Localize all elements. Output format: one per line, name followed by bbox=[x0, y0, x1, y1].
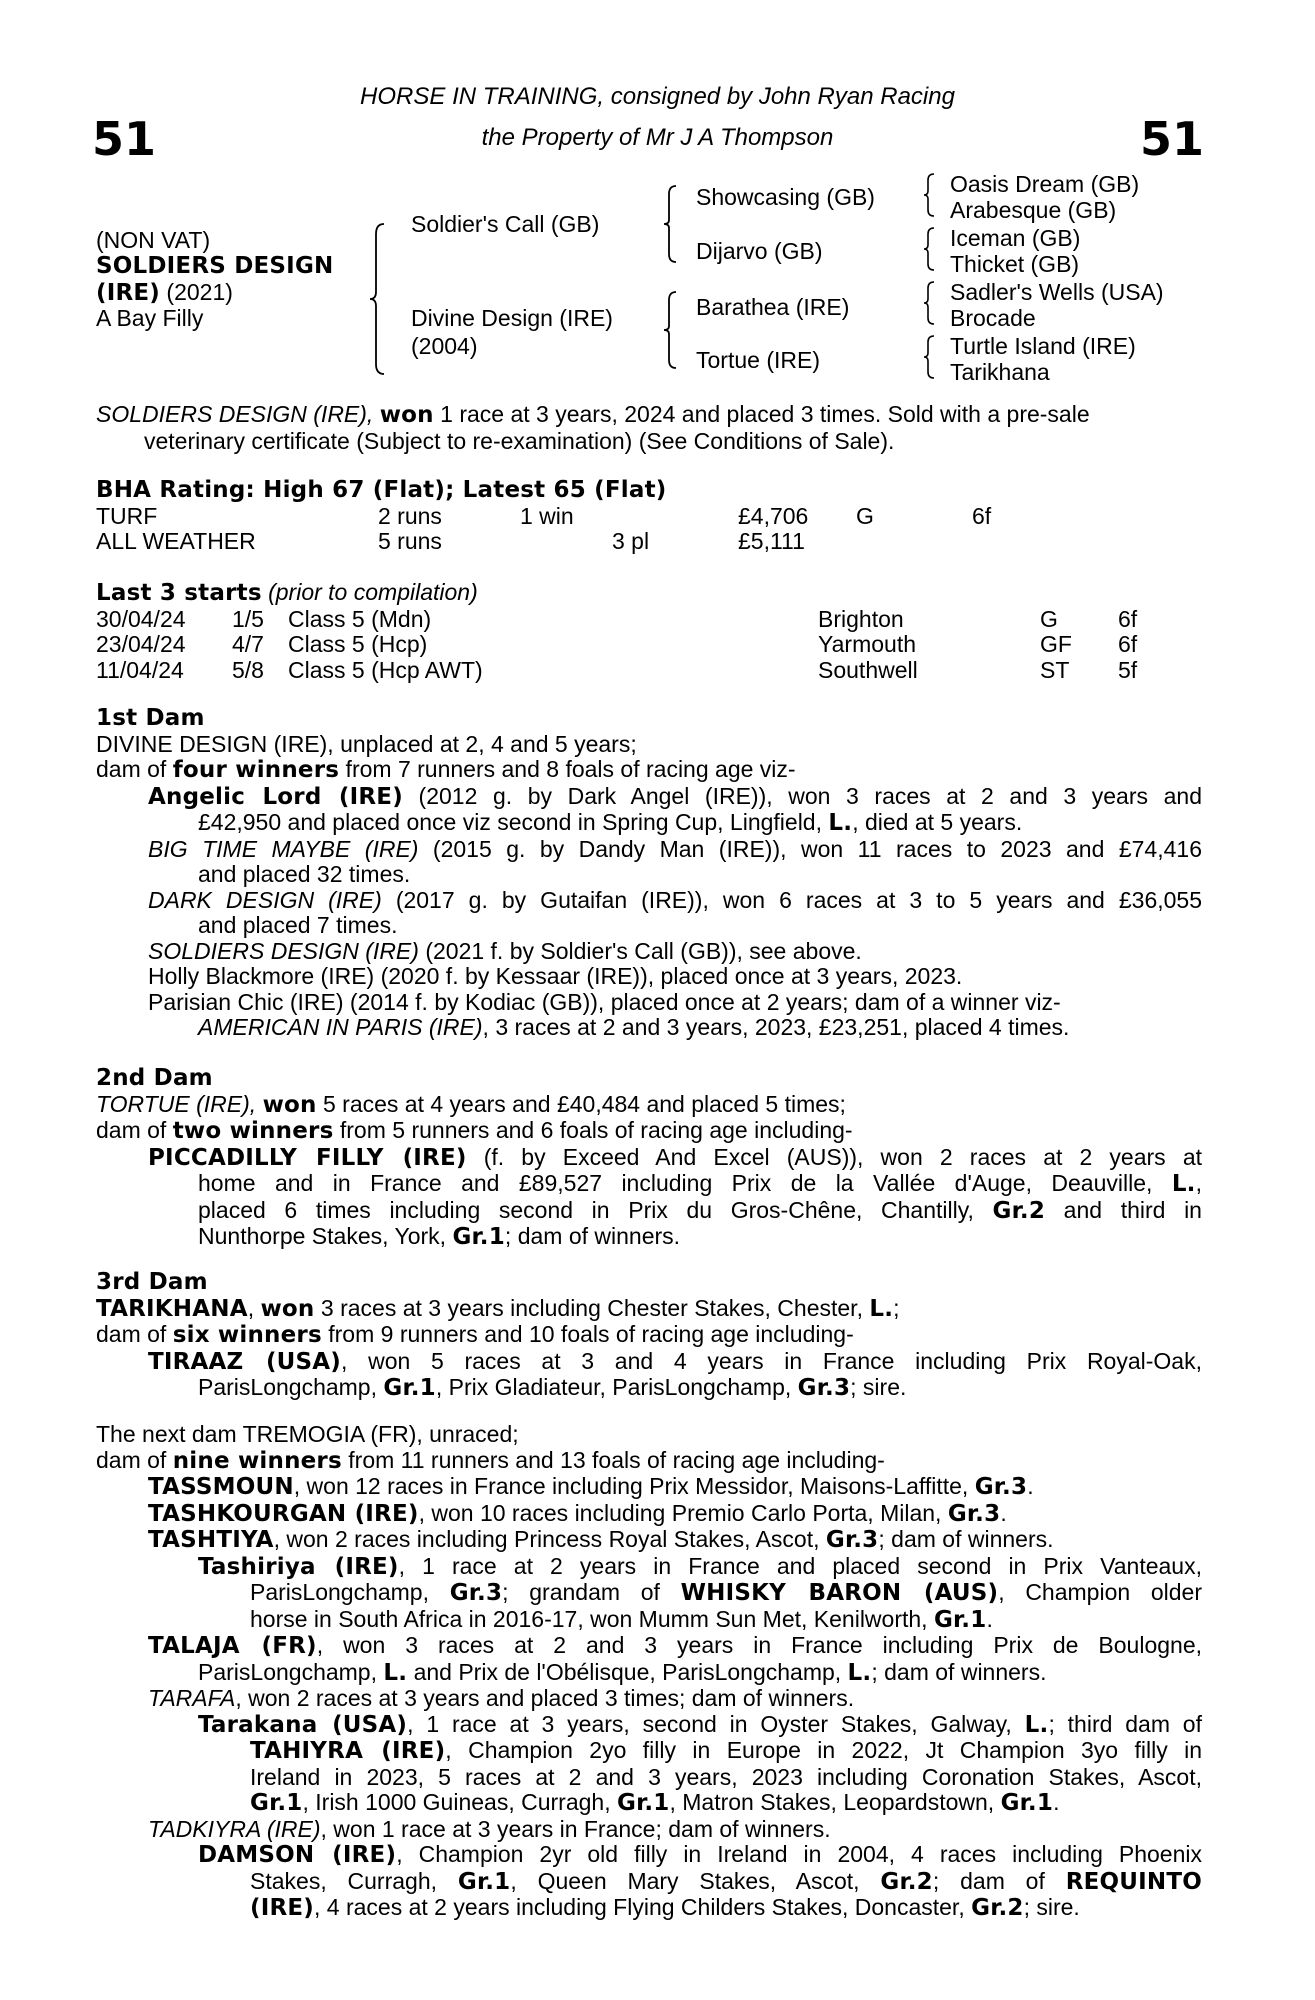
horse-country: (IRE) bbox=[96, 280, 161, 306]
text: , won 10 races including Premio Carlo Porta, Milan, bbox=[418, 1499, 948, 1526]
pedigree-brace-main bbox=[368, 222, 386, 376]
race-grade: Gr.1 bbox=[457, 1868, 511, 1895]
text: , 3 races at 2 and 3 years, 2023, £23,251, placed 4 times. bbox=[482, 1014, 1070, 1040]
header-consignor: HORSE IN TRAINING, consigned by John Ryan Racing bbox=[360, 83, 955, 110]
last3-note: (prior to compilation) bbox=[261, 579, 478, 605]
produce-name: AMERICAN IN PARIS (IRE) bbox=[198, 1014, 483, 1040]
bha-rating-title: BHA Rating: High 67 (Flat); Latest 65 (Flat) bbox=[96, 477, 667, 503]
race-grade: Gr.2 bbox=[880, 1868, 933, 1895]
race-grade: L. bbox=[1171, 1171, 1196, 1197]
winners-count: four winners bbox=[172, 757, 340, 783]
start-distance: 6f bbox=[1118, 605, 1138, 632]
text: , Queen Mary Stakes, Ascot, bbox=[510, 1867, 881, 1894]
summary-won: won bbox=[379, 402, 434, 428]
produce-name: Angelic Lord (IRE) bbox=[148, 783, 403, 810]
pedigree-sss: Oasis Dream (GB) bbox=[950, 171, 1140, 197]
text: , 1 race at 2 years in France and placed second in Prix Vanteaux, bbox=[398, 1552, 1202, 1579]
start-date: 11/04/24 bbox=[96, 656, 184, 683]
text: (2012 g. by Dark Angel (IRE)), won 3 races at 2 and 3 years and bbox=[402, 782, 1202, 809]
produce-entry bbox=[96, 888, 1202, 914]
pedigree-sire: Soldier's Call (GB) bbox=[411, 211, 600, 237]
pedigree-brace-ds bbox=[922, 280, 936, 326]
rating-row-aw bbox=[96, 529, 1202, 555]
start-distance: 5f bbox=[1118, 656, 1138, 683]
start-position: 1/5 bbox=[232, 605, 264, 632]
horse-year: (2021) bbox=[160, 279, 233, 305]
winners-count: six winners bbox=[172, 1322, 322, 1348]
text: from 5 runners and 6 foals of racing age including- bbox=[333, 1117, 853, 1143]
produce-entry bbox=[96, 1554, 1202, 1581]
text: dam of bbox=[96, 1117, 173, 1143]
text: Nunthorpe Stakes, York, bbox=[198, 1223, 453, 1249]
start-date: 23/04/24 bbox=[96, 631, 186, 657]
race-grade: L. bbox=[847, 1659, 872, 1686]
vat-status: (NON VAT) bbox=[96, 227, 211, 253]
produce-entry: Holly Blackmore (IRE) (2020 f. by Kessaar (IRE)), placed once at 3 years, 2023. bbox=[148, 963, 963, 989]
text: placed 6 times including second in Prix du Gros-Chêne, Chantilly, bbox=[198, 1196, 993, 1223]
start-going: ST bbox=[1040, 656, 1070, 683]
text: dam of bbox=[96, 1321, 173, 1347]
rating-row-turf bbox=[96, 504, 1202, 530]
summary-rest: 1 race at 3 years, 2024 and placed 3 times. Sold with a pre-sale bbox=[433, 401, 1090, 427]
text: , won 1 race at 3 years in France; dam of winners. bbox=[320, 1815, 831, 1842]
horse-name: SOLDIERS DESIGN bbox=[96, 253, 334, 279]
produce-entry bbox=[96, 1527, 1202, 1554]
rating-prize: £5,111 bbox=[738, 528, 805, 554]
start-position: 4/7 bbox=[232, 631, 264, 657]
fourth-dam-record: The next dam TREMOGIA (FR), unraced; bbox=[96, 1421, 519, 1447]
text: ; dam of winners. bbox=[878, 1526, 1054, 1552]
race-grade: Gr.3 bbox=[449, 1580, 503, 1606]
pedigree-dds: Turtle Island (IRE) bbox=[950, 333, 1136, 359]
dam-name: TORTUE (IRE), bbox=[96, 1090, 257, 1117]
rating-distance: 6f bbox=[972, 502, 992, 529]
produce-name: TIRAAZ (USA) bbox=[148, 1348, 342, 1375]
summary-name: SOLDIERS DESIGN (IRE), bbox=[96, 401, 374, 427]
pedigree-sds: Iceman (GB) bbox=[950, 225, 1081, 251]
produce-name: DAMSON (IRE) bbox=[198, 1842, 397, 1868]
text: . bbox=[1053, 1789, 1060, 1815]
text: horse in South Africa in 2016-17, won Mumm Sun Met, Kenilworth, bbox=[250, 1605, 934, 1632]
pedigree-dam-sire: Barathea (IRE) bbox=[696, 294, 850, 320]
pedigree-dam-year: (2004) bbox=[411, 333, 478, 359]
last3-row bbox=[96, 632, 1202, 658]
produce-entry bbox=[96, 1633, 1202, 1660]
summary-line2: veterinary certificate (Subject to re-examination) (See Conditions of Sale). bbox=[144, 427, 895, 454]
pedigree-ssd: Arabesque (GB) bbox=[950, 197, 1117, 223]
start-class: Class 5 (Hcp) bbox=[288, 631, 428, 657]
pedigree-sire-dam: Dijarvo (GB) bbox=[696, 238, 823, 264]
race-grade: Gr.3 bbox=[797, 1375, 851, 1401]
produce-entry bbox=[96, 1817, 1202, 1843]
won: won bbox=[260, 1295, 315, 1322]
produce-entry bbox=[96, 837, 1202, 863]
text: and placed 7 times. bbox=[198, 912, 398, 938]
text: ; grandam of bbox=[502, 1579, 681, 1605]
race-grade: Gr.2 bbox=[992, 1197, 1046, 1224]
produce-name: TASHTIYA bbox=[148, 1527, 274, 1553]
first-dam-title: 1st Dam bbox=[96, 705, 205, 731]
text: ; bbox=[893, 1294, 900, 1321]
text: , won 12 races in France including Prix Messidor, Maisons-Laffitte, bbox=[293, 1473, 975, 1499]
dam-name: TARIKHANA bbox=[96, 1295, 248, 1322]
produce-entry bbox=[96, 939, 1202, 965]
text: ; dam of winners. bbox=[504, 1223, 681, 1249]
text: £42,950 and placed once viz second in Spring Cup, Lingfield, bbox=[198, 809, 829, 835]
race-grade: Gr.1 bbox=[933, 1606, 987, 1633]
race-grade: Gr.1 bbox=[1000, 1790, 1054, 1816]
start-course: Southwell bbox=[818, 656, 918, 683]
rating-runs: 5 runs bbox=[378, 528, 442, 554]
text: , bbox=[247, 1294, 261, 1321]
last3-row bbox=[96, 607, 1202, 633]
text: , won 2 races including Princess Royal Stakes, Ascot, bbox=[273, 1526, 826, 1552]
text: from 9 runners and 10 foals of racing age including- bbox=[321, 1321, 854, 1347]
text: , won 2 races at 3 years and placed 3 times; dam of winners. bbox=[235, 1685, 855, 1711]
start-distance: 6f bbox=[1118, 631, 1138, 657]
text: . bbox=[1027, 1473, 1034, 1499]
text: , 1 race at 3 years, second in Oyster Stakes, Galway, bbox=[407, 1710, 1025, 1737]
rating-going: G bbox=[856, 502, 874, 529]
text: ParisLongchamp, bbox=[198, 1658, 384, 1685]
text: from 11 runners and 13 foals of racing age including- bbox=[341, 1446, 885, 1473]
summary bbox=[96, 402, 1202, 454]
pedigree-brace-dam bbox=[662, 290, 678, 370]
third-dam bbox=[96, 1270, 1202, 1402]
text: , Champion older bbox=[998, 1579, 1202, 1605]
pedigree-dam: Divine Design (IRE) bbox=[411, 305, 613, 331]
produce-entry bbox=[96, 1686, 1202, 1712]
text: Stakes, Curragh, bbox=[250, 1867, 458, 1894]
produce-name: TAHIYRA (IRE) bbox=[250, 1738, 446, 1764]
text: ParisLongchamp, bbox=[198, 1374, 384, 1400]
text: , died at 5 years. bbox=[852, 809, 1023, 835]
pedigree-ddd: Tarikhana bbox=[950, 359, 1050, 385]
produce-entry bbox=[96, 1349, 1202, 1376]
text: , won 5 races at 3 and 4 years in France including Prix Royal-Oak, bbox=[341, 1347, 1202, 1374]
produce-name: REQUINTO bbox=[1065, 1868, 1203, 1895]
text: 5 races at 4 years and £40,484 and placed 5 times; bbox=[316, 1090, 846, 1117]
produce-name: TASSMOUN bbox=[148, 1474, 294, 1500]
produce-name: Tarakana (USA) bbox=[198, 1711, 408, 1738]
second-dam bbox=[96, 1066, 1202, 1251]
third-dam-title: 3rd Dam bbox=[96, 1269, 208, 1295]
pedigree-brace-sd bbox=[922, 226, 936, 272]
produce-entry: Parisian Chic (IRE) (2014 f. by Kodiac (GB)), placed once at 2 years; dam of a winner viz- bbox=[148, 988, 1061, 1015]
produce-name: (IRE) bbox=[250, 1895, 315, 1921]
start-course: Brighton bbox=[818, 605, 904, 632]
race-grade: Gr.3 bbox=[974, 1474, 1028, 1500]
text: dam of bbox=[96, 756, 173, 782]
text: ; sire. bbox=[850, 1374, 907, 1400]
pedigree-dss: Sadler's Wells (USA) bbox=[950, 279, 1164, 305]
last3-title: Last 3 starts bbox=[96, 580, 262, 606]
produce-entry bbox=[96, 1712, 1202, 1739]
header-property: the Property of Mr J A Thompson bbox=[481, 124, 834, 151]
text: , Matron Stakes, Leopardstown, bbox=[669, 1789, 1001, 1815]
pedigree-dam-dam: Tortue (IRE) bbox=[696, 347, 820, 373]
produce-name: PICCADILLY FILLY (IRE) bbox=[148, 1144, 467, 1171]
race-grade: Gr.3 bbox=[825, 1527, 879, 1553]
text: dam of bbox=[96, 1446, 173, 1473]
text: 3 races at 3 years including Chester Stakes, Chester, bbox=[314, 1294, 870, 1321]
text: , 4 races at 2 years including Flying Childers Stakes, Doncaster, bbox=[314, 1894, 972, 1920]
text: home and in France and £89,527 including Prix de la Vallée d'Auge, Deauville, bbox=[198, 1170, 1172, 1196]
produce-name: TARAFA bbox=[148, 1685, 236, 1711]
text: (2017 g. by Gutaifan (IRE)), won 6 races at 3 to 5 years and £36,055 bbox=[381, 886, 1203, 913]
produce-name: BIG TIME MAYBE (IRE) bbox=[148, 835, 419, 862]
start-class: Class 5 (Hcp AWT) bbox=[288, 656, 483, 683]
winners-count: two winners bbox=[172, 1118, 334, 1144]
first-dam bbox=[96, 706, 1202, 1041]
horse-description: A Bay Filly bbox=[96, 305, 204, 331]
produce-name: TADKIYRA (IRE) bbox=[148, 1815, 321, 1842]
start-going: GF bbox=[1040, 631, 1072, 657]
pedigree-sire-sire: Showcasing (GB) bbox=[696, 184, 875, 210]
race-grade: Gr.1 bbox=[383, 1375, 436, 1401]
pedigree-sdd: Thicket (GB) bbox=[950, 251, 1080, 277]
race-grade: L. bbox=[869, 1295, 894, 1322]
text: , Champion 2yr old filly in Ireland in 2004, 4 races including Phoenix bbox=[396, 1841, 1202, 1867]
produce-entry bbox=[96, 784, 1202, 811]
text: Ireland in 2023, 5 races at 2 and 3 years, 2023 including Coronation Stakes, Ascot, bbox=[250, 1763, 1202, 1790]
rating-prize: £4,706 bbox=[738, 502, 809, 529]
last-3-starts bbox=[96, 580, 1202, 683]
text: from 7 runners and 8 foals of racing age viz- bbox=[339, 756, 796, 782]
text: and placed 32 times. bbox=[198, 861, 411, 887]
rating-placed: 3 pl bbox=[612, 528, 650, 554]
last3-row bbox=[96, 658, 1202, 684]
text: , Champion 2yo filly in Europe in 2022, Jt Champion 3yo filly in bbox=[445, 1737, 1202, 1763]
text: ; dam of winners. bbox=[871, 1658, 1047, 1685]
pedigree-brace-ss bbox=[922, 172, 936, 218]
lot-number-left: 51 bbox=[92, 112, 157, 166]
text: and third in bbox=[1045, 1196, 1202, 1223]
bha-rating bbox=[96, 478, 1202, 555]
start-course: Yarmouth bbox=[818, 631, 917, 657]
start-class: Class 5 (Mdn) bbox=[288, 605, 432, 632]
text: and Prix de l'Obélisque, ParisLongchamp, bbox=[407, 1658, 848, 1685]
text: , bbox=[1195, 1170, 1202, 1196]
text: . bbox=[1000, 1499, 1007, 1526]
race-grade: L. bbox=[1024, 1711, 1049, 1738]
race-grade: Gr.1 bbox=[250, 1790, 303, 1816]
start-going: G bbox=[1040, 605, 1058, 632]
produce-name: SOLDIERS DESIGN (IRE) bbox=[148, 937, 419, 964]
start-date: 30/04/24 bbox=[96, 605, 186, 632]
won: won bbox=[262, 1091, 317, 1118]
text: (f. by Exceed And Excel (AUS)), won 2 races at 2 years at bbox=[466, 1143, 1202, 1170]
race-grade: Gr.3 bbox=[947, 1500, 1001, 1527]
text: ParisLongchamp, bbox=[250, 1579, 450, 1605]
text: (2021 f. by Soldier's Call (GB)), see above. bbox=[418, 937, 862, 964]
text: ; third dam of bbox=[1048, 1710, 1202, 1737]
produce-entry bbox=[96, 1145, 1202, 1172]
produce-entry bbox=[96, 1474, 1202, 1501]
winners-count: nine winners bbox=[172, 1447, 342, 1474]
produce-name: DARK DESIGN (IRE) bbox=[148, 886, 382, 913]
horse-origin-year bbox=[96, 280, 233, 307]
fourth-dam bbox=[96, 1422, 1202, 1922]
first-dam-record: DIVINE DESIGN (IRE), unplaced at 2, 4 and 5 years; bbox=[96, 730, 637, 757]
produce-name: WHISKY BARON (AUS) bbox=[680, 1580, 999, 1606]
produce-entry bbox=[96, 1501, 1202, 1528]
pedigree-dsd: Brocade bbox=[950, 305, 1036, 331]
pedigree-brace-sire bbox=[662, 184, 678, 264]
produce-name: TASHKOURGAN (IRE) bbox=[148, 1500, 419, 1527]
rating-surface: TURF bbox=[96, 502, 158, 529]
race-grade: L. bbox=[828, 810, 853, 836]
race-grade: Gr.1 bbox=[452, 1224, 505, 1250]
rating-wins: 1 win bbox=[520, 502, 574, 529]
lot-number-right: 51 bbox=[1140, 112, 1205, 166]
race-grade: Gr.1 bbox=[616, 1790, 670, 1816]
text: , Prix Gladiateur, ParisLongchamp, bbox=[435, 1374, 798, 1400]
pedigree-brace-dd bbox=[922, 334, 936, 380]
text: . bbox=[986, 1605, 993, 1632]
rating-surface: ALL WEATHER bbox=[96, 528, 256, 554]
text: , Irish 1000 Guineas, Curragh, bbox=[302, 1789, 617, 1815]
rating-runs: 2 runs bbox=[378, 502, 442, 529]
produce-name: TALAJA (FR) bbox=[148, 1633, 317, 1659]
produce-name: Tashiriya (IRE) bbox=[198, 1553, 399, 1580]
produce-entry bbox=[96, 1842, 1202, 1869]
race-grade: L. bbox=[383, 1659, 408, 1686]
race-grade: Gr.2 bbox=[971, 1895, 1024, 1921]
second-dam-title: 2nd Dam bbox=[96, 1065, 213, 1091]
text: ; sire. bbox=[1023, 1894, 1080, 1920]
text: ; dam of bbox=[932, 1867, 1066, 1894]
text: , won 3 races at 2 and 3 years in France including Prix de Boulogne, bbox=[316, 1632, 1203, 1658]
text: (2015 g. by Dandy Man (IRE)), won 11 races to 2023 and £74,416 bbox=[418, 835, 1202, 862]
start-position: 5/8 bbox=[232, 656, 264, 683]
